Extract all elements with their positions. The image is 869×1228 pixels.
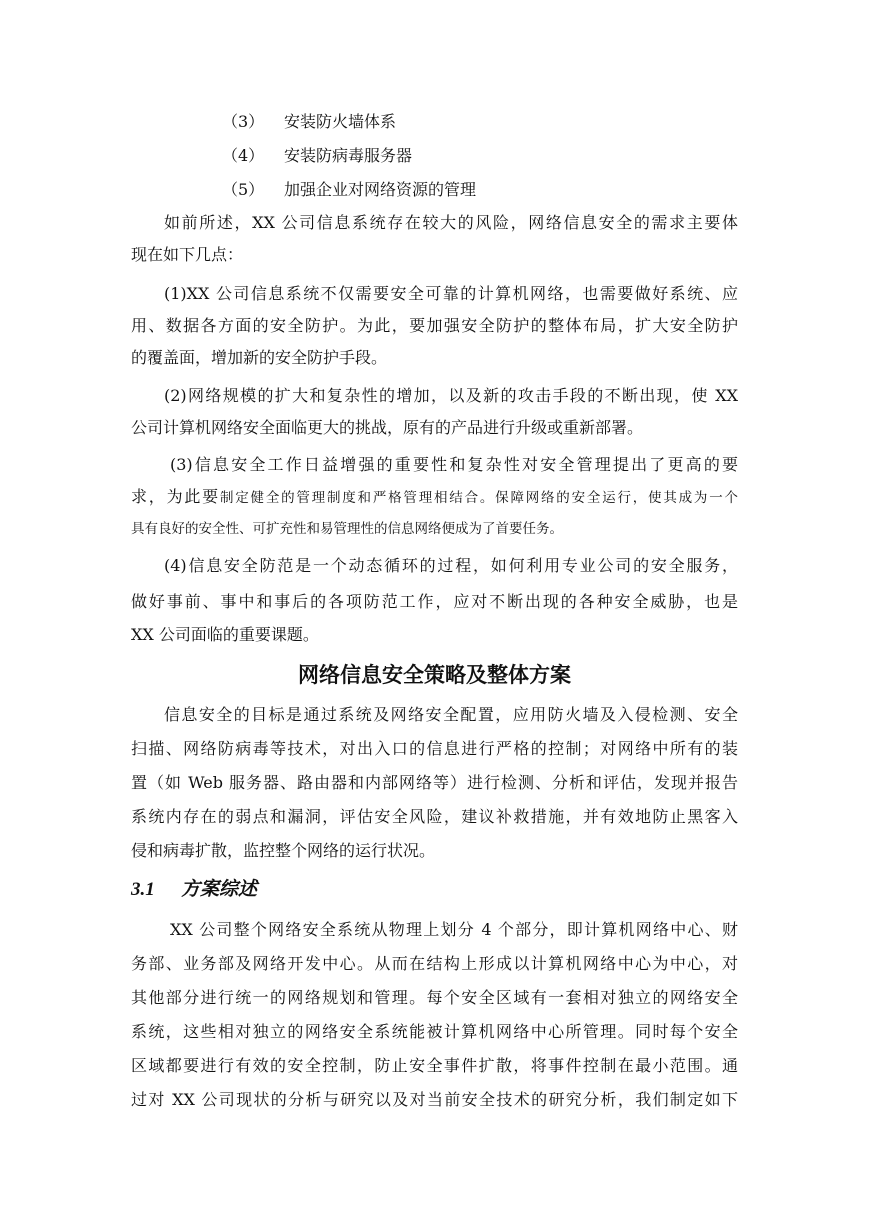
list-text: 安装防病毒服务器 bbox=[284, 146, 413, 165]
overview-line-6: 过对 XX 公司现状的分析与研究以及对当前安全技术的研究分析，我们制定如下 bbox=[131, 1090, 738, 1109]
subsection-number: 3.1 bbox=[131, 879, 155, 900]
point-3-line-2-part-b: 制定健全的管理制度和严格管理相结合。保障网络的安全运行，使其成为一个 bbox=[219, 490, 738, 506]
point-4-line-3: XX 公司面临的重要课题。 bbox=[131, 625, 319, 644]
overview-line-3: 其他部分进行统一的网络规划和管理。每个安全区域有一套相对独立的网络安全 bbox=[131, 988, 738, 1007]
point-3-line-2-part-a: 求，为此要 bbox=[131, 487, 220, 506]
list-item bbox=[222, 180, 476, 200]
list-number: （4） bbox=[222, 146, 265, 165]
point-2-line-2: 公司计算机网络安全面临更大的挑战，原有的产品进行升级或重新部署。 bbox=[131, 418, 644, 437]
list-item bbox=[222, 146, 412, 166]
point-1-line-2: 用、数据各方面的安全防护。为此，要加强安全防护的整体布局，扩大安全防护 bbox=[131, 316, 738, 335]
intro-line-2: 现在如下几点： bbox=[131, 245, 244, 264]
section-title: 网络信息安全策略及整体方案 bbox=[298, 663, 571, 687]
point-3-line-3: 具有良好的安全性、可扩充性和易管理性的信息网络便成为了首要任务。 bbox=[131, 521, 563, 537]
overview-line-4: 系统，这些相对独立的网络安全系统能被计算机网络中心所管理。同时每个安全 bbox=[131, 1022, 738, 1041]
list-number: （5） bbox=[222, 180, 265, 199]
point-4-line-1: (4)信息安全防范是一个动态循环的过程，如何利用专业公司的安全服务， bbox=[164, 556, 738, 575]
intro-line-1: 如前所述，XX 公司信息系统存在较大的风险，网络信息安全的需求主要体 bbox=[164, 213, 738, 232]
list-number: （3） bbox=[222, 112, 265, 131]
overview-line-1: XX 公司整个网络安全系统从物理上划分 4 个部分，即计算机网络中心、财 bbox=[170, 920, 738, 939]
point-3-line-2 bbox=[131, 485, 738, 510]
point-1-line-3: 的覆盖面，增加新的安全防护手段。 bbox=[131, 348, 388, 367]
section-para-line-5: 侵和病毒扩散，监控整个网络的运行状况。 bbox=[131, 841, 436, 860]
subsection-heading bbox=[131, 876, 257, 903]
point-4-line-2: 做好事前、事中和事后的各项防范工作，应对不断出现的各种安全威胁，也是 bbox=[131, 592, 738, 611]
section-para-line-2: 扫描、网络防病毒等技术，对出入口的信息进行严格的控制；对网络中所有的装 bbox=[131, 739, 738, 758]
section-para-line-4: 系统内存在的弱点和漏洞，评估安全风险，建议补救措施，并有效地防止黑客入 bbox=[131, 807, 738, 826]
point-3-line-1: (3)信息安全工作日益增强的重要性和复杂性对安全管理提出了更高的要 bbox=[170, 455, 738, 474]
overview-line-5: 区域都要进行有效的安全控制，防止安全事件扩散，将事件控制在最小范围。通 bbox=[131, 1056, 738, 1075]
list-item bbox=[222, 112, 396, 132]
list-text: 安装防火墙体系 bbox=[284, 112, 397, 131]
subsection-title: 方案综述 bbox=[181, 878, 258, 900]
point-2-line-1: (2)网络规模的扩大和复杂性的增加，以及新的攻击手段的不断出现，使 XX bbox=[164, 386, 738, 405]
section-para-line-1: 信息安全的目标是通过系统及网络安全配置，应用防火墙及入侵检测、安全 bbox=[164, 705, 738, 724]
point-1-line-1: (1)XX 公司信息系统不仅需要安全可靠的计算机网络，也需要做好系统、应 bbox=[164, 284, 738, 303]
section-para-line-3: 置（如 Web 服务器、路由器和内部网络等）进行检测、分析和评估，发现并报告 bbox=[131, 773, 738, 792]
overview-line-2: 务部、业务部及网络开发中心。从而在结构上形成以计算机网络中心为中心，对 bbox=[131, 954, 738, 973]
list-text: 加强企业对网络资源的管理 bbox=[284, 180, 477, 199]
